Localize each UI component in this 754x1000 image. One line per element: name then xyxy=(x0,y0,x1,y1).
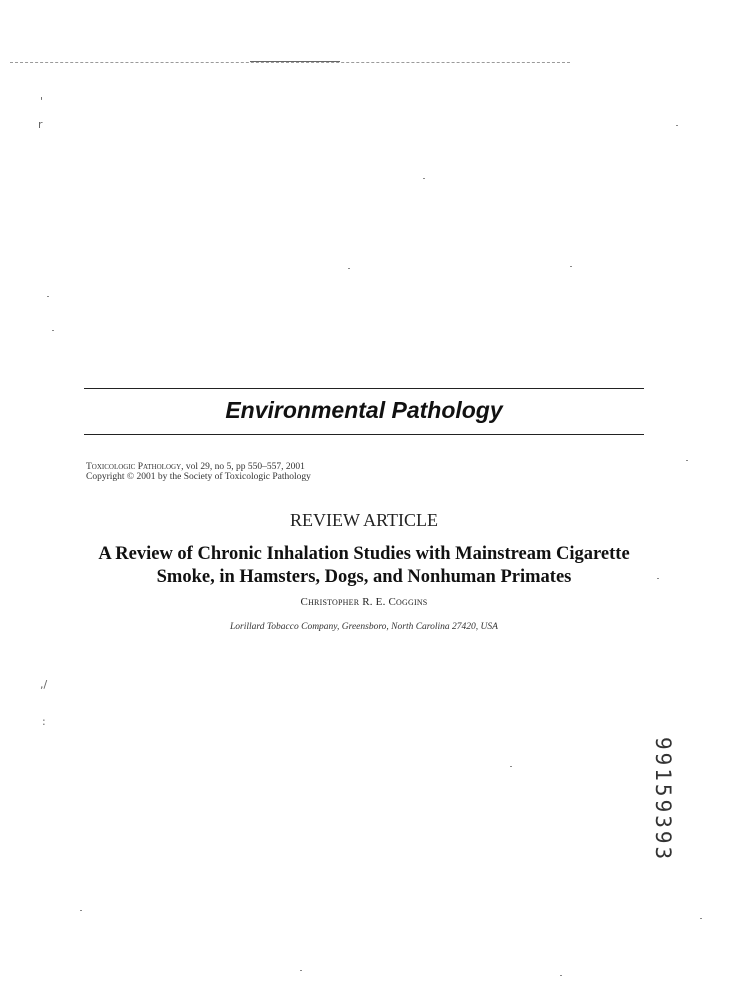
scan-speck xyxy=(676,125,678,126)
scan-speck xyxy=(348,268,350,269)
citation-details: , vol 29, no 5, pp 550–557, 2001 xyxy=(181,462,305,472)
citation-line xyxy=(86,462,311,472)
scan-speck xyxy=(700,918,702,919)
scan-mark: ' xyxy=(40,95,44,108)
scan-artifact-line xyxy=(250,61,340,62)
article-title xyxy=(84,543,644,589)
author-name: Christopher R. E. Coggins xyxy=(300,596,428,608)
scan-speck xyxy=(80,910,82,911)
scan-speck xyxy=(657,578,659,579)
section-title: Environmental Pathology xyxy=(225,397,503,423)
scan-mark: ,/ xyxy=(40,678,48,691)
journal-name: Toxicologic Pathology xyxy=(86,462,182,472)
article-type: REVIEW ARTICLE xyxy=(289,510,439,530)
scan-artifact-line xyxy=(10,62,570,63)
document-id-number: 99159393 xyxy=(651,737,675,863)
author-affiliation: Lorillard Tobacco Company, Greensboro, North Carolina 27420, USA xyxy=(230,622,498,632)
scan-speck xyxy=(570,266,572,267)
header-rule-top xyxy=(84,388,644,389)
scan-speck xyxy=(510,766,512,767)
scan-mark: r xyxy=(38,118,43,131)
citation-block xyxy=(86,462,311,482)
scan-speck xyxy=(52,330,54,331)
scan-speck xyxy=(300,970,302,971)
title-line: Smoke, in Hamsters, Dogs, and Nonhuman Primates xyxy=(156,567,572,587)
scan-speck xyxy=(47,296,49,297)
scan-mark: : xyxy=(42,715,46,728)
copyright-line: Copyright © 2001 by the Society of Toxicologic Pathology xyxy=(86,472,311,482)
scan-speck xyxy=(423,178,425,179)
header-rule-bottom xyxy=(84,434,644,435)
scan-speck xyxy=(560,975,562,976)
scan-speck xyxy=(686,460,688,461)
title-line: A Review of Chronic Inhalation Studies with Mainstream Cigarette xyxy=(98,544,630,564)
